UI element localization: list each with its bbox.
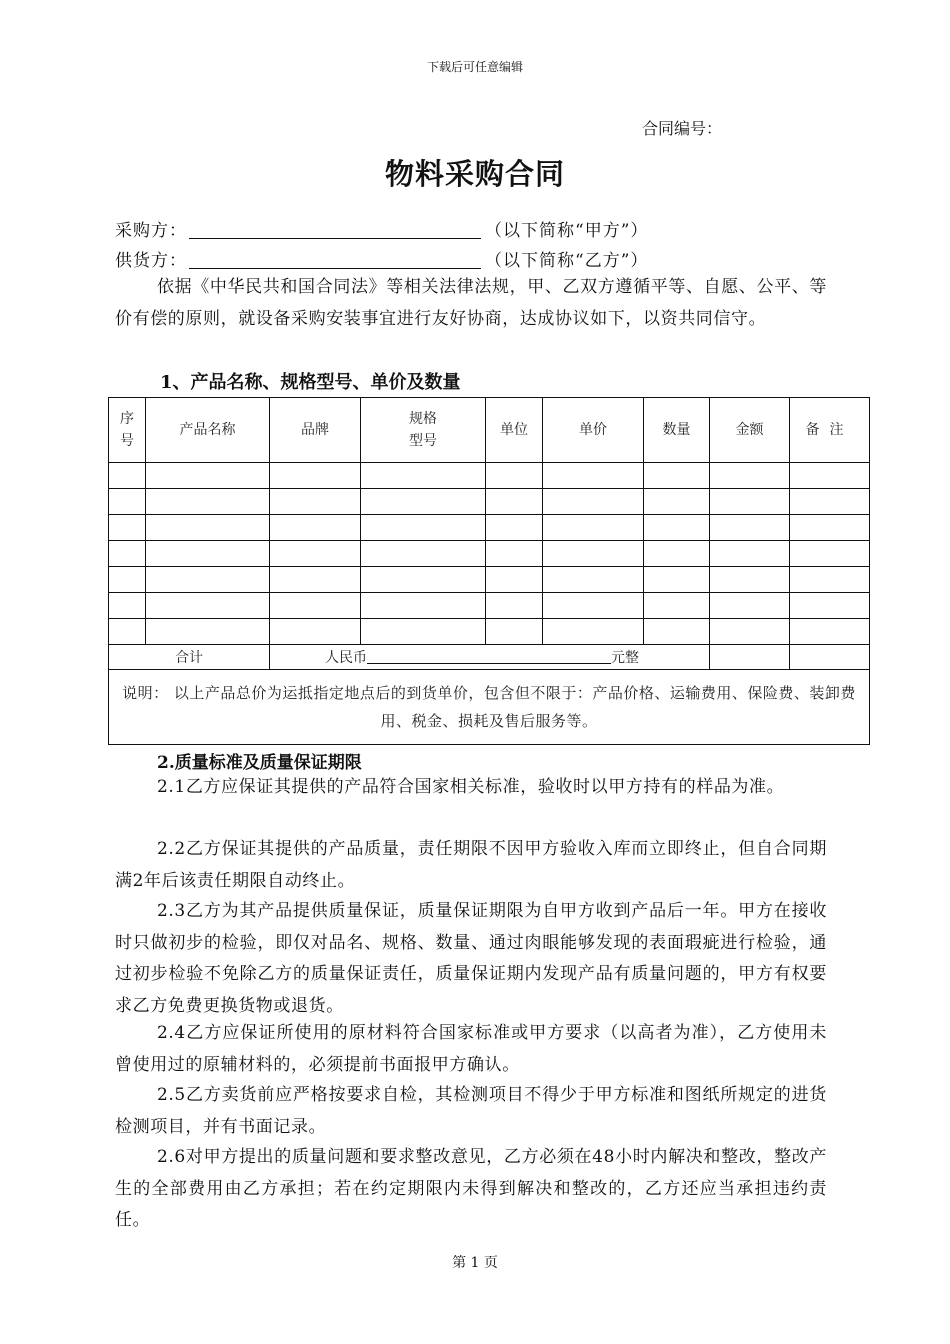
- header-spec: 规格型号: [361, 398, 486, 463]
- total-row: [109, 645, 870, 670]
- header-brand: 品牌: [270, 398, 361, 463]
- table-note-row: [109, 670, 870, 745]
- buyer-suffix: （以下简称“甲方”）: [485, 221, 649, 241]
- total-label: 合计: [109, 645, 270, 670]
- buyer-line: [115, 216, 648, 241]
- page-number: 第 1 页: [452, 1255, 498, 1271]
- table-row: [109, 489, 870, 515]
- header-note: 下载后可任意编辑: [426, 60, 523, 74]
- table-row: [109, 619, 870, 645]
- header-unit: 单位: [486, 398, 543, 463]
- header-remarks: 备注: [790, 398, 870, 463]
- table-row: [109, 463, 870, 489]
- clause-2-2: 2.2乙方保证其提供的产品质量，责任期限不因甲方验收入库而立即终止，但自合同期满2年后该责任期限自动终止。: [115, 839, 827, 891]
- table-note: 说明： 以上产品总价为运抵指定地点后的到货单价，包含但不限于：产品价格、运输费用、保险费、装卸费用、税金、损耗及售后服务等。: [109, 670, 870, 745]
- section1-title: 1、产品名称、规格型号、单价及数量: [160, 372, 461, 393]
- clause-2-5: 2.5乙方卖货前应严格按要求自检，其检测项目不得少于甲方标准和图纸所规定的进货检测项目，并有书面记录。: [115, 1085, 827, 1137]
- header-unit-price: 单价: [543, 398, 644, 463]
- clause-2-1: 2.1乙方应保证其提供的产品符合国家相关标准，验收时以甲方持有的样品为准。: [157, 777, 785, 797]
- section2-title: 2.质量标准及质量保证期限: [157, 753, 362, 773]
- table-row: [109, 515, 870, 541]
- buyer-label: 采购方：: [115, 221, 187, 241]
- supplier-line: [115, 246, 648, 271]
- buyer-blank: [189, 220, 481, 239]
- document-title: 物料采购合同: [384, 157, 565, 191]
- supplier-blank: [189, 250, 481, 269]
- supplier-suffix: （以下简称“乙方”）: [485, 251, 649, 271]
- clause-2-6: 2.6对甲方提出的质量问题和要求整改意见，乙方必须在48小时内解决和整改，整改产生的全部费用由乙方承担；若在约定期限内未得到解决和整改的，乙方还应当承担违约责任。: [115, 1147, 827, 1230]
- clause-2-4: 2.4乙方应保证所使用的原材料符合国家标准或甲方要求（以高者为准），乙方使用未曾使用过的原辅材料的，必须提前书面报甲方确认。: [115, 1023, 827, 1075]
- table-row: [109, 567, 870, 593]
- total-amount-field: 人民币 元整: [270, 645, 710, 670]
- header-quantity: 数量: [644, 398, 710, 463]
- supplier-label: 供货方：: [115, 251, 187, 271]
- table-row: [109, 593, 870, 619]
- goods-table: [108, 397, 870, 745]
- intro-paragraph: 依据《中华民共和国合同法》等相关法律法规，甲、乙双方遵循平等、自愿、公平、等价有偿的原则，就设备采购安装事宜进行友好协商，达成协议如下，以资共同信守。: [115, 277, 827, 329]
- table-header-row: [109, 398, 870, 463]
- table-row: [109, 541, 870, 567]
- contract-number-label: 合同编号：: [642, 119, 723, 138]
- header-amount: 金额: [710, 398, 790, 463]
- clause-2-3: 2.3乙方为其产品提供质量保证，质量保证期限为自甲方收到产品后一年。甲方在接收时只做初步的检验，即仅对品名、规格、数量、通过肉眼能够发现的表面瑕疵进行检验，通过初步检验不免除乙方的质量保证责任，质量保证期内发现产品有质量问题的，甲方有权要求乙方免费更换货物或退货。: [115, 901, 827, 1016]
- header-product-name: 产品名称: [146, 398, 270, 463]
- header-seq: 序号: [109, 398, 146, 463]
